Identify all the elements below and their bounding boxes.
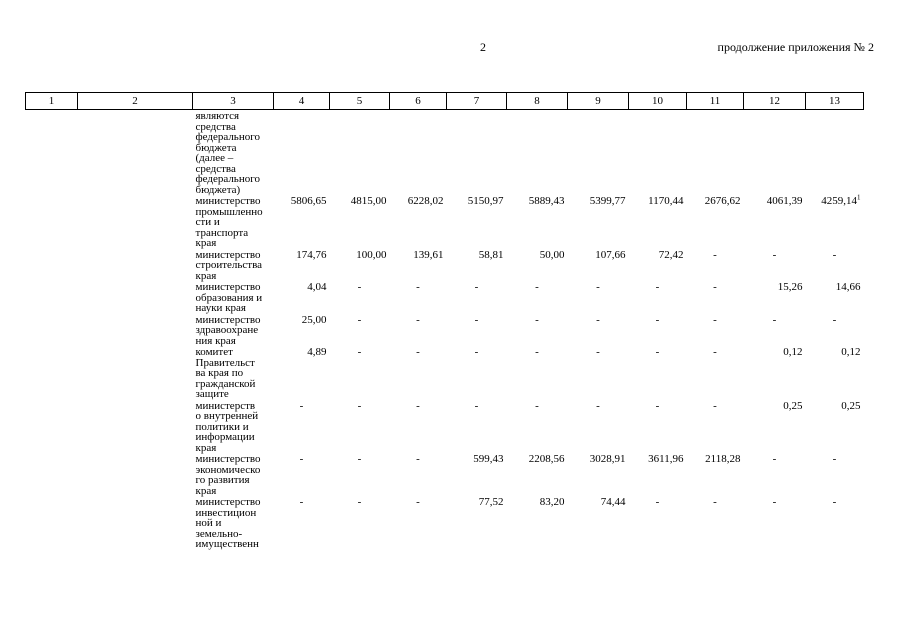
column-number-1: 1 [26,93,78,110]
executor-text-line: промышленно [195,205,263,218]
value-cell-col-9 [568,110,629,196]
value-text: - [596,346,600,358]
value-cell-col-13 [806,314,864,347]
executor-text-line: федерального [195,131,260,143]
row-event-cell [78,453,193,496]
row-executor-cell [193,496,274,550]
value-text: 3611,96 [648,453,684,465]
row-event-cell [78,281,193,314]
executor-text-line: министерств [195,399,256,412]
value-text: 3028,91 [589,453,626,465]
value-text: 5150,97 [467,195,504,207]
value-cell-col-5 [330,249,390,282]
value-cell-col-11 [687,453,744,496]
value-cell-col-4 [274,195,330,249]
value-text: - [535,313,539,326]
row-event-cell [78,400,193,454]
value-cell-col-11 [687,496,744,550]
value-text: 0,12 [841,346,861,358]
value-cell-col-4 [274,496,330,550]
value-cell-col-10 [629,314,687,347]
value-text: - [655,496,660,508]
value-text: 1170,44 [648,195,684,207]
row-number-cell [26,110,78,196]
executor-text-line: образования и [195,291,263,304]
value-cell-col-6 [390,110,447,196]
value-text: - [299,399,304,412]
table-row [26,281,864,314]
row-event-cell [78,346,193,400]
table-row [26,400,864,454]
value-text: - [713,281,717,293]
row-executor-cell [193,314,274,347]
value-cell-col-10 [629,453,687,496]
value-cell-col-11 [687,110,744,196]
executor-text-line: являются [195,110,240,122]
value-text: - [713,313,717,326]
column-number-7: 7 [447,93,507,110]
executor-text-line: транспорта [195,226,249,239]
row-executor-cell [193,195,274,249]
executor-text-line: гражданской [195,377,256,390]
column-number-3: 3 [193,93,274,110]
row-executor-cell [193,110,274,196]
value-cell-col-9 [568,453,629,496]
value-cell-col-10 [629,346,687,400]
value-cell-col-12 [744,195,806,249]
value-text: - [416,399,420,412]
value-cell-col-10 [629,249,687,282]
value-text: 0,12 [783,346,803,358]
value-text: - [655,399,660,412]
executor-text-line: министерство [195,248,261,261]
value-text: 5889,43 [528,195,565,207]
value-text: 6228,02 [407,195,444,207]
value-text: 72,42 [658,248,684,261]
value-cell-col-7 [447,110,507,196]
executor-text-line: политики и [195,420,249,433]
row-executor-cell [193,453,274,496]
table-row [26,249,864,282]
value-cell-col-4 [274,281,330,314]
column-number-11: 11 [687,93,744,110]
value-cell-col-6 [390,346,447,400]
value-text: - [832,313,837,326]
executor-text-line: имущественн [195,538,259,550]
value-cell-col-8 [507,346,568,400]
value-text: - [357,453,362,465]
value-text: - [596,313,600,326]
page-number: 2 [480,40,486,54]
row-number-cell [26,281,78,314]
value-text: 4259,14 [821,195,857,207]
value-text: - [832,496,837,508]
column-number-9: 9 [568,93,629,110]
executor-text-line: здравоохране [195,324,259,336]
value-cell-col-8 [507,281,568,314]
value-cell-col-7 [447,281,507,314]
value-cell-col-10 [629,400,687,454]
executor-text-line: строительства [195,259,263,271]
value-cell-col-11 [687,249,744,282]
column-number-2: 2 [78,93,193,110]
value-cell-col-11 [687,346,744,400]
value-text: 2208,56 [528,453,565,465]
value-text: 5806,65 [290,195,327,207]
value-cell-col-9 [568,346,629,400]
row-number-cell [26,314,78,347]
table-row [26,314,864,347]
executor-text-line: министерство [195,313,261,326]
row-event-cell [78,249,193,282]
value-cell-col-4 [274,110,330,196]
row-number-cell [26,400,78,454]
value-text: - [357,346,362,358]
value-cell-col-5 [330,346,390,400]
value-cell-col-8 [507,496,568,550]
value-cell-col-9 [568,281,629,314]
value-text: - [596,399,600,412]
value-cell-col-8 [507,110,568,196]
value-text: - [474,346,479,358]
executor-text-line: (далее – [195,152,234,164]
value-text: - [713,346,717,358]
executor-text-line: о внутренней [195,410,259,422]
value-text: - [713,399,717,412]
column-number-4: 4 [274,93,330,110]
value-cell-col-6 [390,195,447,249]
row-number-cell [26,346,78,400]
value-text: - [416,496,420,508]
table-row [26,110,864,196]
value-text: - [474,281,479,293]
value-text: - [535,281,539,293]
value-cell-col-13 [806,110,864,196]
value-cell-col-9 [568,249,629,282]
value-text: 50,00 [539,248,565,261]
value-text: - [713,496,717,508]
executor-text-line: бюджета) [195,183,241,196]
value-cell-col-11 [687,281,744,314]
executor-text-line: края [195,484,217,497]
value-cell-col-10 [629,110,687,196]
value-cell-col-12 [744,346,806,400]
footnote-marker: 1 [857,193,861,202]
value-cell-col-12 [744,249,806,282]
value-text: - [772,453,777,465]
value-text: - [535,399,539,412]
executor-text-line: министерство [195,453,261,465]
executor-text-line: сти и [195,216,220,228]
executor-text-line: министерство [195,281,261,293]
value-cell-col-7 [447,195,507,249]
value-cell-col-6 [390,249,447,282]
value-text: 4,04 [307,281,327,293]
row-number-cell [26,453,78,496]
column-number-10: 10 [629,93,687,110]
executor-text-line: министерство [195,195,261,207]
value-text: 4061,39 [766,195,803,207]
value-cell-col-9 [568,400,629,454]
value-cell-col-8 [507,314,568,347]
column-number-5: 5 [330,93,390,110]
value-text: - [655,313,660,326]
row-event-cell [78,314,193,347]
value-text: - [357,399,362,412]
value-text: - [416,453,420,465]
value-cell-col-11 [687,195,744,249]
value-cell-col-9 [568,496,629,550]
value-cell-col-5 [330,110,390,196]
value-cell-col-13 [806,400,864,454]
value-text: - [474,399,479,412]
value-text: 107,66 [595,248,626,261]
value-text: - [772,248,777,261]
budget-table [25,92,864,550]
value-cell-col-12 [744,314,806,347]
value-cell-col-13 [806,249,864,282]
executor-text-line: комитет [195,346,233,358]
value-text: - [832,453,837,465]
value-cell-col-12 [744,281,806,314]
value-text: - [713,248,717,261]
value-cell-col-5 [330,195,390,249]
executor-text-line: бюджета [195,141,237,154]
value-text: 15,26 [777,281,803,293]
value-cell-col-11 [687,400,744,454]
value-text: - [416,281,420,293]
value-cell-col-5 [330,314,390,347]
value-cell-col-13 [806,453,864,496]
column-number-8: 8 [507,93,568,110]
value-cell-col-5 [330,453,390,496]
value-cell-col-7 [447,453,507,496]
row-number-cell [26,496,78,550]
executor-text-line: защите [195,388,229,400]
value-cell-col-10 [629,496,687,550]
value-cell-col-4 [274,249,330,282]
value-text: 5399,77 [589,195,626,207]
value-cell-col-12 [744,496,806,550]
executor-text-line: средства [195,120,236,133]
value-text: - [655,346,660,358]
value-text: - [416,346,420,358]
executor-text-line: го развития [195,474,250,486]
value-cell-col-7 [447,249,507,282]
value-cell-col-11 [687,314,744,347]
value-text: 0,25 [841,399,861,412]
value-text: 174,76 [296,248,327,261]
table-row [26,496,864,550]
value-text: 14,66 [835,281,861,293]
table-row [26,346,864,400]
row-event-cell [78,496,193,550]
value-text: - [596,281,600,293]
executor-text-line: ва края по [195,367,244,379]
value-cell-col-4 [274,346,330,400]
executor-text-line: края [195,237,217,249]
value-cell-col-10 [629,281,687,314]
value-text: 0,25 [783,399,803,412]
value-text: - [299,496,304,508]
value-text: 74,44 [600,496,626,508]
value-cell-col-7 [447,314,507,347]
column-number-6: 6 [390,93,447,110]
value-text: 77,52 [478,496,504,508]
executor-text-line: науки края [195,302,246,314]
value-text: 25,00 [301,313,327,326]
value-cell-col-6 [390,496,447,550]
value-cell-col-12 [744,400,806,454]
value-text: - [357,496,362,508]
appendix-continuation-label: продолжение приложения № 2 [717,40,874,54]
value-text: - [474,313,479,326]
value-text: - [357,313,362,326]
value-cell-col-9 [568,314,629,347]
value-text: - [832,248,837,261]
value-text: - [357,281,362,293]
value-cell-col-8 [507,400,568,454]
value-cell-col-13 [806,195,864,249]
value-cell-col-8 [507,195,568,249]
value-text: - [416,313,420,326]
executor-text-line: министерство [195,496,261,508]
value-cell-col-12 [744,110,806,196]
value-text: 4815,00 [350,195,387,207]
row-number-cell [26,249,78,282]
executor-text-line: инвестицион [195,506,257,519]
row-executor-cell [193,249,274,282]
value-cell-col-12 [744,453,806,496]
executor-text-line: экономическо [195,463,261,476]
executor-text-line: федерального [195,173,260,185]
row-event-cell [78,110,193,196]
executor-text-line: ния края [195,334,236,347]
value-text: 2118,28 [705,453,741,465]
value-cell-col-6 [390,400,447,454]
value-cell-col-13 [806,496,864,550]
row-executor-cell [193,346,274,400]
value-cell-col-5 [330,281,390,314]
column-number-12: 12 [744,93,806,110]
value-cell-col-6 [390,453,447,496]
executor-text-line: ной и [195,517,222,529]
value-text: - [535,346,539,358]
value-cell-col-6 [390,314,447,347]
column-number-row [26,93,864,110]
executor-text-line: Правительст [195,356,255,369]
value-text: - [772,496,777,508]
value-cell-col-5 [330,400,390,454]
value-text: - [655,281,660,293]
value-cell-col-4 [274,314,330,347]
row-executor-cell [193,281,274,314]
value-text: 100,00 [356,248,387,261]
value-text: 599,43 [473,453,504,465]
value-cell-col-4 [274,400,330,454]
executor-text-line: края [195,269,217,282]
value-cell-col-9 [568,195,629,249]
value-cell-col-6 [390,281,447,314]
value-cell-col-8 [507,453,568,496]
row-event-cell [78,195,193,249]
table-row [26,453,864,496]
value-cell-col-7 [447,346,507,400]
value-cell-col-10 [629,195,687,249]
table-row [26,195,864,249]
value-text: 4,89 [307,346,327,358]
value-cell-col-4 [274,453,330,496]
value-cell-col-7 [447,496,507,550]
value-text: 2676,62 [704,195,741,207]
executor-text-line: информации [195,431,255,443]
value-cell-col-13 [806,281,864,314]
value-cell-col-7 [447,400,507,454]
value-text: 139,61 [413,248,444,261]
value-text: - [772,313,777,326]
row-executor-cell [193,400,274,454]
value-cell-col-8 [507,249,568,282]
column-number-13: 13 [806,93,864,110]
value-cell-col-13 [806,346,864,400]
executor-text-line: края [195,441,217,454]
value-text: 83,20 [539,496,565,508]
row-number-cell [26,195,78,249]
value-text: - [299,453,304,465]
value-text: 58,81 [478,248,504,261]
executor-text-line: средства [195,162,236,175]
value-cell-col-5 [330,496,390,550]
executor-text-line: земельно- [195,527,243,540]
